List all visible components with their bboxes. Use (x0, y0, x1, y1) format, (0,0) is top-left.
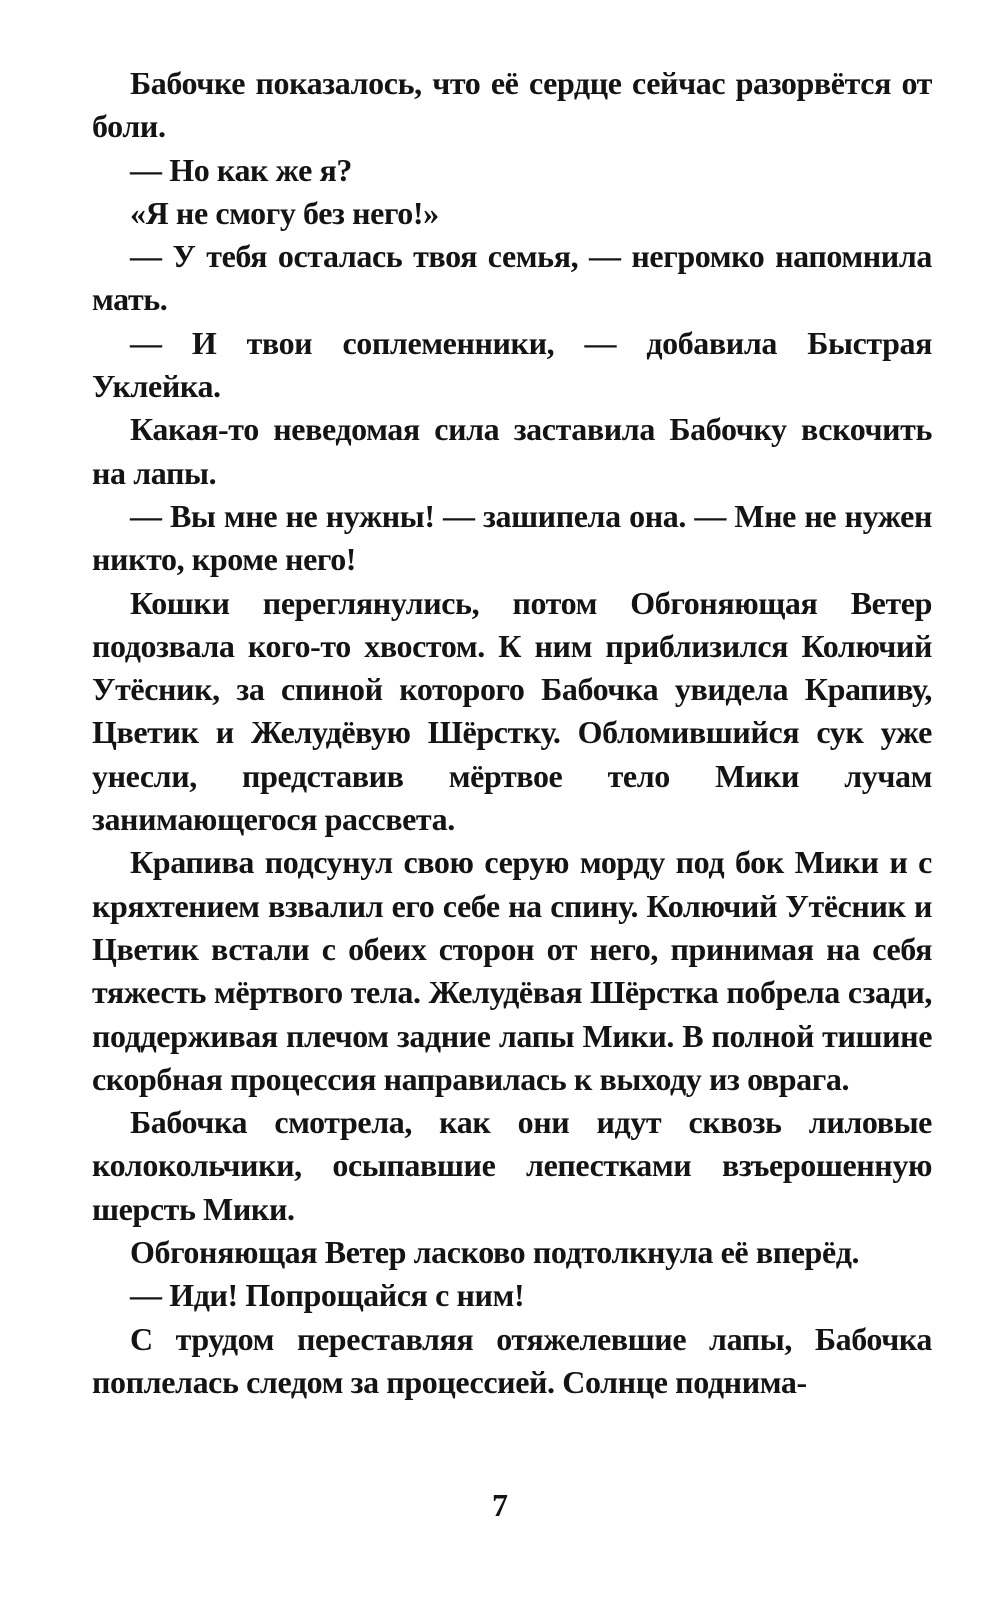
page-number: 7 (492, 1487, 508, 1523)
paragraph: Обгоняющая Ветер ласково подтолкнула её вперёд. (130, 1234, 860, 1271)
paragraph: — Но как же я? (130, 151, 352, 188)
paragraph: С трудом переставляя отяжелевшие лапы, Бабочка поплелась следом за процессией. Солнце поднима- (92, 1320, 932, 1400)
paragraph: — И твои соплеменники, — добавила Быстрая Уклейка. (92, 324, 932, 405)
paragraph: «Я не смогу без него!» (130, 194, 439, 231)
paragraph: Бабочке показалось, что её сердце сейчас разорвётся от боли. (92, 65, 932, 145)
paragraph: Какая-то неведомая сила заставила Бабочку вскочить на лапы. (92, 411, 932, 491)
page-text (92, 62, 932, 1404)
paragraph: Кошки переглянулись, потом Обгоняющая Ветер подозвала кого-то хвостом. К ним приблизился Колючий Утёсник, за спиной которого Бабочка увидела Крапиву, Цветик и Желудёвую Шёрстку. Обломившийся сук уже унесли, представив мёртвое тело Мики лучам занимающегося рассвета. (92, 584, 932, 838)
paragraph: — У тебя осталась твоя семья, — негромко напомнила мать. (92, 238, 932, 318)
paragraph: — Иди! Попрощайся с ним! (130, 1277, 525, 1314)
paragraph: Бабочка смотрела, как они идут сквозь лиловые колокольчики, осыпавшие лепестками взъерошенную шерсть Мики. (92, 1104, 932, 1227)
paragraph: — Вы мне не нужны! — зашипела она. — Мне не нужен никто, кроме него! (92, 497, 932, 578)
paragraph: Крапива подсунул свою серую морду под бок Мики и с кряхтением взвалил его себе на спину. Колючий Утёсник и Цветик встали с обеих сторон от него, принимая на себя тяжесть мёртвого тела. Желудёвая Шёрстка побрела сзади, поддерживая плечом задние лапы Мики. В полной тишине скорбная процессия направилась к выходу из оврага. (92, 844, 932, 1097)
